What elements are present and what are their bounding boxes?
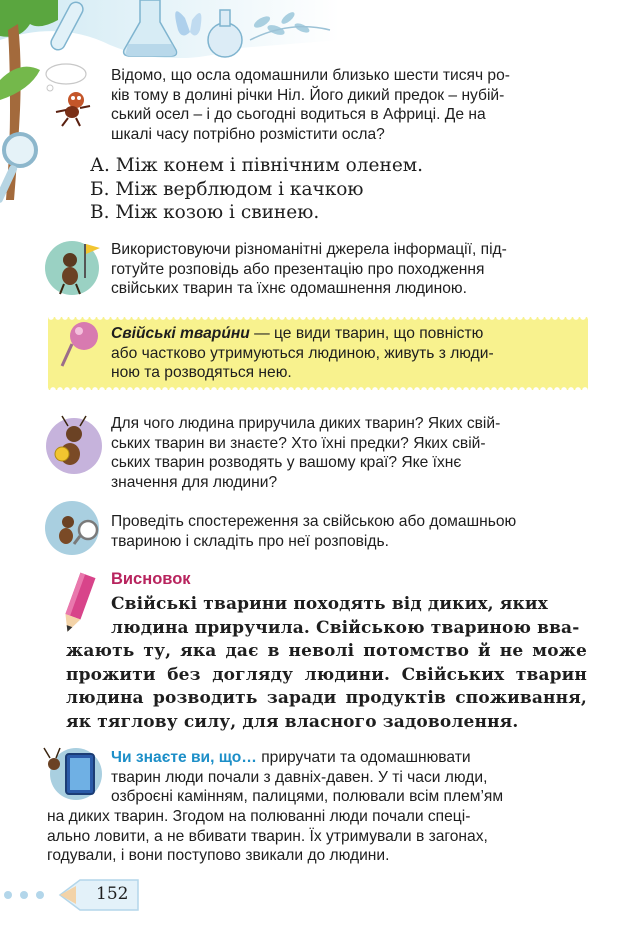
task-sources-paragraph — [111, 240, 587, 299]
know-line: озброєні камінням, палицями, полювали всім плем’ям — [111, 788, 504, 806]
did-you-know-paragraph — [111, 748, 587, 807]
task-line: готуйте розповідь або презентацію про походження — [111, 260, 485, 278]
intro-line: ський осел – і до сьогодні водиться в Африці. Де на — [111, 106, 486, 124]
ant-flag-icon — [44, 238, 104, 298]
observation-line: твариною і складіть про неї розповідь. — [111, 532, 389, 550]
know-line1-rest: приручати та одомашнювати — [256, 749, 471, 766]
know-line: годували, і вони поступово звикали до людини. — [47, 847, 390, 865]
know-line: на диких тварин. Згодом на полюванні люди почали спеці- — [47, 808, 471, 825]
definition-line — [111, 324, 577, 344]
answer-option-a: А. Між конем і північним оленем. — [90, 155, 424, 176]
conclusion-line: людина приручила. Свійською твариною вва- — [111, 617, 580, 638]
intro-paragraph — [111, 66, 587, 144]
question-line: Для чого людина приручила диких тварин? Яких свій- — [111, 415, 501, 432]
answer-option-c: В. Між козою і свинею. — [90, 202, 320, 223]
definition-text — [111, 324, 577, 383]
conclusion-text-top — [111, 593, 587, 640]
conclusion-line: прожити без догляду людини. Свійських тварин — [66, 664, 587, 685]
definition-line: або частково утримуються людиною, живуть з люди- — [111, 344, 494, 362]
conclusion-line: людина розводить заради продуктів споживання, — [66, 688, 587, 709]
answer-options — [90, 154, 423, 225]
ant-magnifier-icon — [44, 500, 104, 556]
intro-line: Відомо, що осла одомашнили близько шести тисяч ро- — [111, 67, 510, 84]
ant-tablet-icon — [40, 744, 106, 802]
conclusion-text-rest — [66, 640, 587, 734]
question-line: ських тварин ви знаєте? Хто їхні предки? Яких свій- — [111, 434, 486, 452]
know-line — [111, 748, 587, 768]
ant-question-icon — [44, 414, 106, 476]
did-you-know-rest — [47, 807, 587, 866]
conclusion-line: як тяглову силу, для власного задоволення. — [66, 711, 519, 732]
task-line: Використовуючи різноманітні джерела інформації, під- — [111, 241, 507, 258]
know-line: тварин люди почали з давніх-давен. У ті часи люди, — [111, 768, 488, 786]
definition-term: Свійські твари́ни — [111, 325, 250, 342]
magnifier-icon — [0, 134, 36, 204]
question-line: значення для людини? — [111, 473, 278, 491]
intro-line: ків тому в долині річки Ніл. Його дикий предок – нубій- — [111, 86, 505, 104]
conclusion-line: Свійські тварини походять від диких, яких — [111, 594, 548, 614]
definition-line: ною та розводяться нею. — [111, 364, 292, 382]
conclusion-line: жають ту, яка дає в неволі потомство й не може — [66, 641, 587, 661]
question-line: ських тварин розводять у вашому краї? Яке їхнє — [111, 454, 462, 472]
pushpin-icon — [60, 318, 106, 370]
page-number: 152 — [96, 884, 129, 904]
ant-thinking-icon — [40, 62, 102, 128]
pencil-icon — [56, 570, 102, 636]
observation-paragraph — [111, 512, 587, 551]
know-line: ально ловити, а не вбивати тварин. Їх утримували в загонах, — [47, 827, 488, 845]
intro-line: шкалі часу потрібно розмістити осла? — [111, 125, 385, 143]
task-line: свійських тварин та їхнє одомашнення людиною. — [111, 280, 467, 298]
definition-line1-rest: — це види тварин, що повністю — [249, 325, 484, 342]
answer-option-b: Б. Між верблюдом і качкою — [90, 178, 364, 200]
conclusion-title: Висновок — [111, 570, 191, 588]
observation-line: Проведіть спостереження за свійською або домашньою — [111, 513, 517, 530]
questions-paragraph — [111, 414, 587, 492]
did-you-know-heading: Чи знаєте ви, що… — [111, 749, 257, 766]
